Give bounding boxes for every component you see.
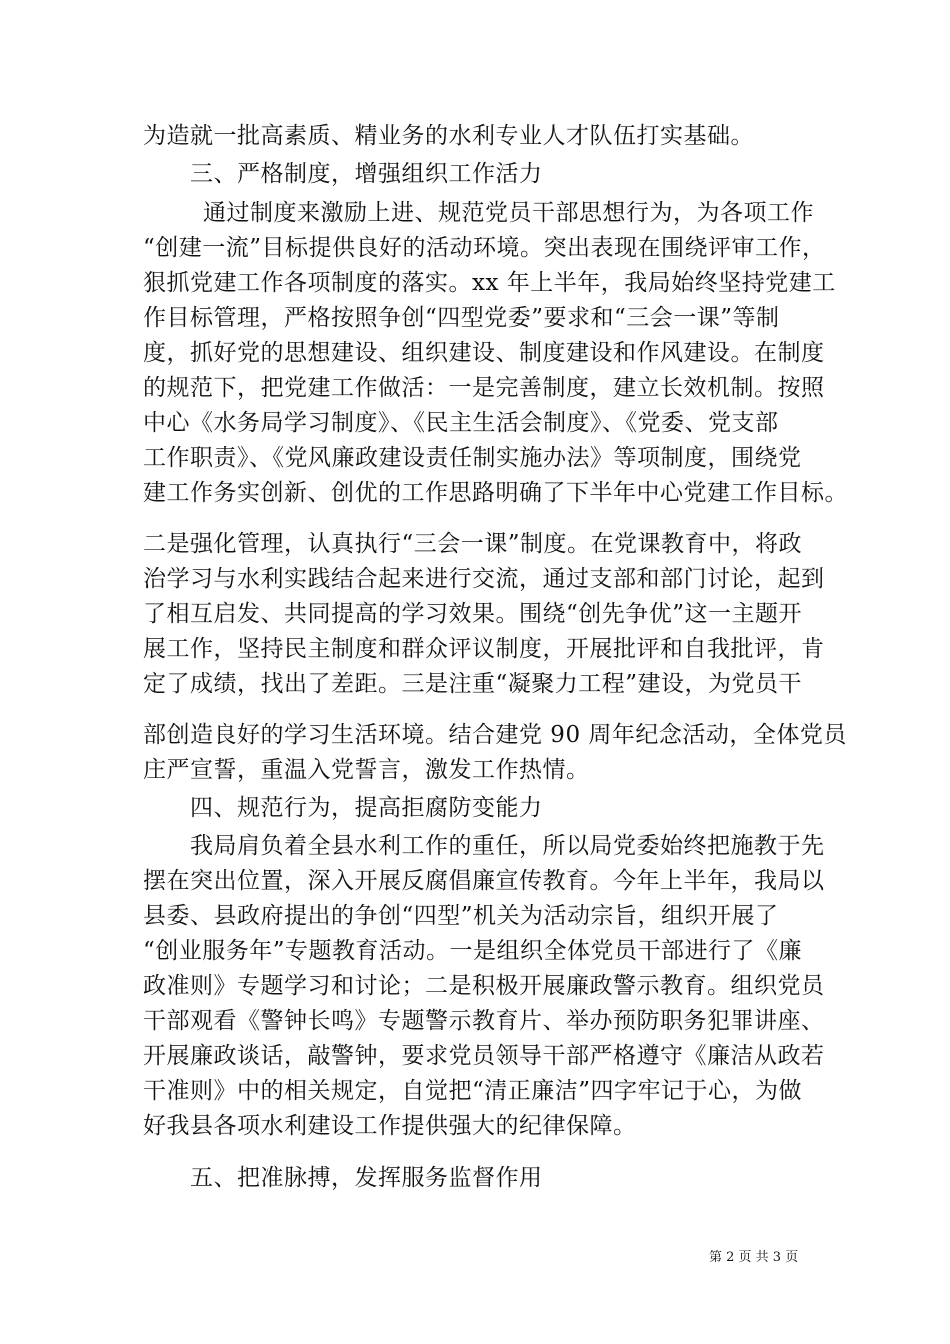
text-line: 庄严宣誓，重温入党誓言，激发工作热情。 xyxy=(143,757,590,783)
paragraph-start: 通过制度来激励上进、规范党员干部思想行为，为各项工作 xyxy=(203,200,814,226)
page-number: 第 2 页 共 3 页 xyxy=(709,1250,799,1265)
text-line: 作目标管理，严格按照争创“四型党委”要求和“三会一课”等制 xyxy=(143,305,780,331)
section-heading: 四、规范行为，提高拒腐防变能力 xyxy=(190,795,543,821)
text-line: 干部观看《警钟长鸣》专题警示教育片、举办预防职务犯罪讲座、 xyxy=(143,1008,825,1034)
text-line: 县委、县政府提出的争创“四型”机关为活动宗旨，组织开展了 xyxy=(143,903,779,929)
text-line: 干准则》中的相关规定，自觉把“清正廉洁”四字牢记于心，为做 xyxy=(143,1078,803,1104)
text-line: 为造就一批高素质、精业务的水利专业人才队伍打实基础。 xyxy=(143,123,754,149)
section-heading: 五、把准脉搏，发挥服务监督作用 xyxy=(190,1165,543,1191)
text-line: 定了成绩，找出了差距。三是注重“凝聚力工程”建设，为党员干 xyxy=(143,671,803,697)
text-line: 二是强化管理，认真执行“三会一课”制度。在党课教育中，将政 xyxy=(143,531,803,557)
paragraph-start: 我局肩负着全县水利工作的重任，所以局党委始终把施教于先 xyxy=(190,833,825,859)
text-line: 摆在突出位置，深入开展反腐倡廉宣传教育。今年上半年，我局以 xyxy=(143,868,825,894)
text-line: 政准则》专题学习和讨论；二是积极开展廉政警示教育。组织党员 xyxy=(143,973,825,999)
text-line: 建工作务实创新、创优的工作思路明确了下半年中心党建工作目标。 xyxy=(143,480,848,506)
text-line: 中心《水务局学习制度》、《民主生活会制度》、《党委、党支部 xyxy=(143,410,779,436)
text-line: 的规范下，把党建工作做活：一是完善制度，建立长效机制。按照 xyxy=(143,375,825,401)
text-line: 部创造良好的学习生活环境。结合建党 90 周年纪念活动，全体党员 xyxy=(143,722,847,748)
text-line: 了相互启发、共同提高的学习效果。围绕“创先争优”这一主题开 xyxy=(143,601,803,627)
text-line: 治学习与水利实践结合起来进行交流，通过支部和部门讨论，起到 xyxy=(143,566,825,592)
text-line: 狠抓党建工作各项制度的落实。xx 年上半年，我局始终坚持党建工 xyxy=(143,270,836,296)
text-line: “创建一流”目标提供良好的活动环境。突出表现在围绕评审工作， xyxy=(143,235,826,261)
text-line: 展工作，坚持民主制度和群众评议制度，开展批评和自我批评，肯 xyxy=(143,636,825,662)
text-line: 好我县各项水利建设工作提供强大的纪律保障。 xyxy=(143,1113,637,1139)
section-heading: 三、严格制度，增强组织工作活力 xyxy=(190,161,543,187)
text-line: 工作职责》、《党风廉政建设责任制实施办法》等项制度，围绕党 xyxy=(143,445,802,471)
text-line: 度，抓好党的思想建设、组织建设、制度建设和作风建设。在制度 xyxy=(143,340,825,366)
text-line: 开展廉政谈话，敲警钟，要求党员领导干部严格遵守《廉洁从政若 xyxy=(143,1043,825,1069)
text-line: “创业服务年”专题教育活动。一是组织全体党员干部进行了《廉 xyxy=(143,938,803,964)
